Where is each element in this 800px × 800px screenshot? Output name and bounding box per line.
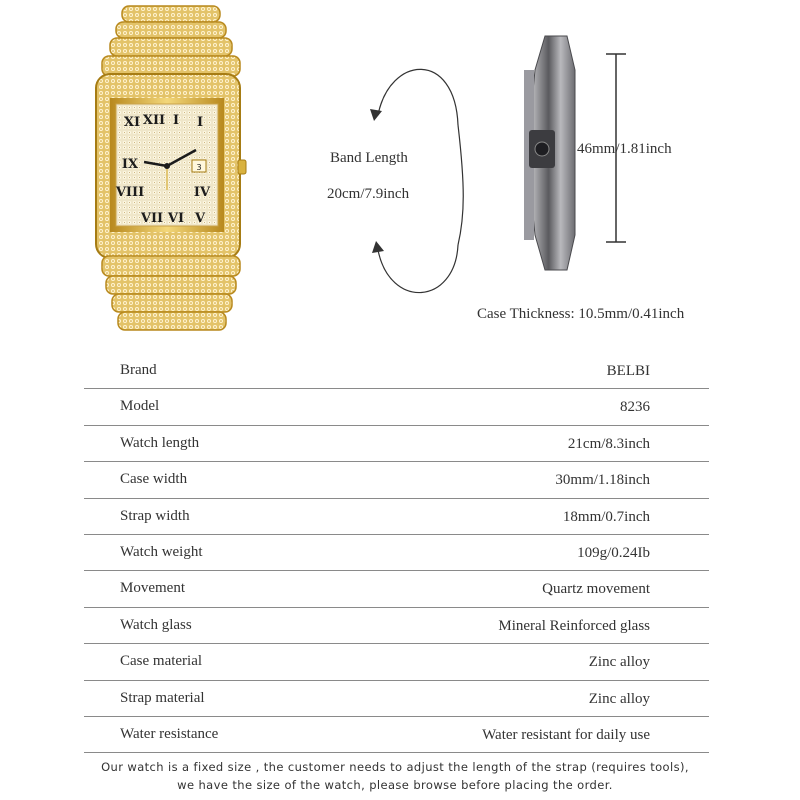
table-row <box>84 571 709 607</box>
circular-arrow-icon <box>360 45 470 315</box>
table-row <box>84 499 709 535</box>
spec-value: 8236 <box>620 399 650 416</box>
watch-side-image <box>515 30 585 275</box>
svg-text:VIII: VIII <box>115 185 145 200</box>
spec-key: Watch weight <box>120 543 203 560</box>
spec-key: Strap material <box>120 689 205 706</box>
spec-value: Water resistant for daily use <box>482 726 650 743</box>
spec-key: Model <box>120 398 160 415</box>
spec-value: 18mm/0.7inch <box>562 508 650 525</box>
table-row <box>84 389 709 425</box>
table-row <box>84 608 709 644</box>
band-length-arrows <box>360 45 470 315</box>
table-row <box>84 353 709 389</box>
spec-value: 21cm/8.3inch <box>567 435 650 452</box>
spec-value: BELBI <box>606 363 650 379</box>
svg-text:XII: XII <box>142 113 166 128</box>
band-length-label: Band Length <box>330 150 408 166</box>
watch-front-image <box>92 0 252 335</box>
table-row <box>84 717 709 753</box>
table-row <box>84 462 709 498</box>
spec-key: Watch length <box>120 434 200 451</box>
svg-text:I: I <box>196 115 204 130</box>
spec-key: Strap width <box>120 507 190 524</box>
case-thickness-label: Case Thickness: 10.5mm/0.41inch <box>477 306 685 322</box>
spec-value: 30mm/1.18inch <box>555 472 650 489</box>
svg-text:I: I <box>172 113 180 128</box>
gold-diamond-watch-front-icon <box>92 0 252 335</box>
spec-key: Water resistance <box>120 725 219 742</box>
spec-key: Movement <box>120 580 185 597</box>
svg-text:3: 3 <box>196 163 202 172</box>
svg-text:IX: IX <box>121 157 139 172</box>
spec-key: Case width <box>120 471 188 488</box>
table-row <box>84 644 709 680</box>
notice-line-2: we have the size of the watch, please browse before placing the order. <box>177 778 613 792</box>
spec-value: Zinc alloy <box>588 654 650 671</box>
size-notice <box>0 758 790 794</box>
spec-table <box>84 353 709 753</box>
spec-value: Mineral Reinforced glass <box>498 617 650 634</box>
table-row <box>84 426 709 462</box>
spec-key: Watch glass <box>120 616 192 633</box>
table-row <box>84 681 709 717</box>
table-row <box>84 535 709 571</box>
band-length-value: 20cm/7.9inch <box>327 186 410 202</box>
spec-value: Quartz movement <box>542 581 650 598</box>
case-height-label: 46mm/1.81inch <box>577 141 672 157</box>
watch-side-profile-icon <box>515 30 585 275</box>
svg-text:XI: XI <box>123 115 141 130</box>
spec-value: Zinc alloy <box>588 690 650 707</box>
svg-text:V: V <box>194 211 206 226</box>
notice-line-1: Our watch is a fixed size , the customer needs to adjust the length of the strap (requires tools), <box>101 760 689 774</box>
svg-text:VI: VI <box>167 211 185 226</box>
spec-value: 109g/0.24Ib <box>577 544 650 561</box>
spec-key: Brand <box>120 362 157 378</box>
svg-text:VII: VII <box>140 211 164 226</box>
spec-key: Case material <box>120 653 203 670</box>
svg-text:IV: IV <box>193 185 211 200</box>
